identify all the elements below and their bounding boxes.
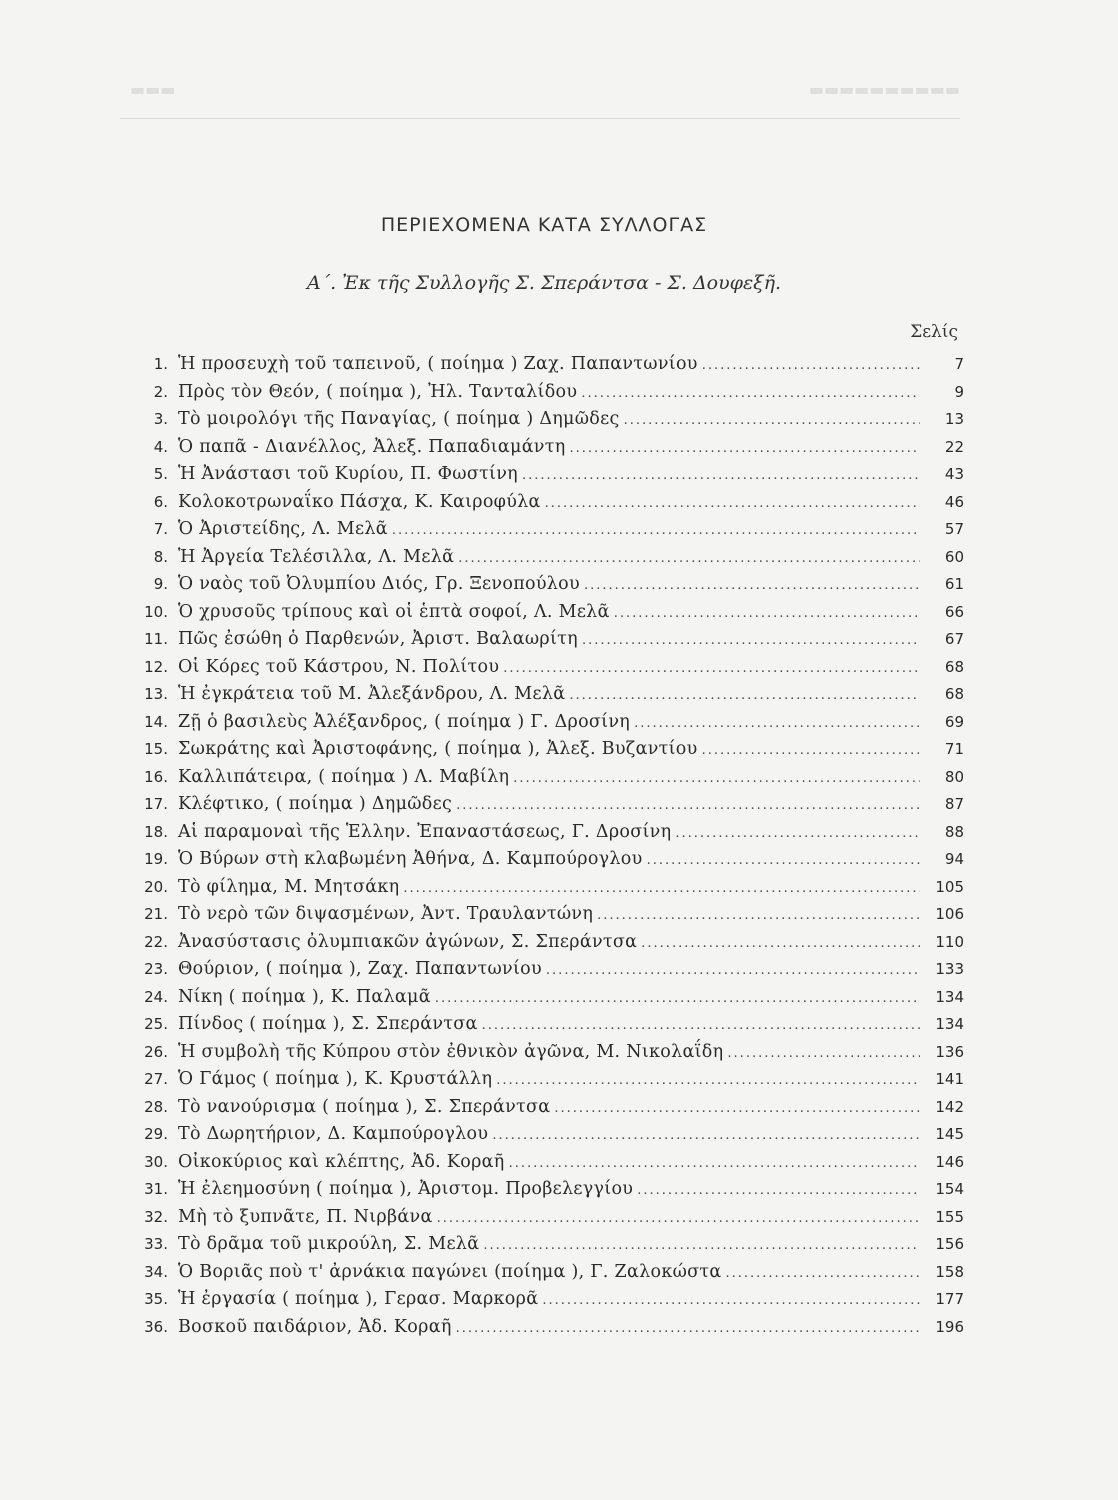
entry-title: Ζῇ ὁ βασιλεὺς Ἀλέξανδρος, ( ποίημα ) Γ. Δροσίνη — [178, 711, 631, 732]
entry-number: 34. — [144, 1262, 168, 1281]
entry-page-number: 22 — [944, 437, 964, 456]
dot-leader — [492, 1122, 920, 1150]
dot-leader — [546, 957, 920, 985]
entry-title: Ὁ Βοριᾶς ποὺ τ' ἀρνάκια παγώνει (ποίημα ), Γ. Ζαλοκώστα — [178, 1261, 722, 1282]
entry-number: 9. — [153, 575, 168, 593]
toc-entry — [132, 901, 964, 929]
entry-title: Ἡ ἐλεημοσύνη ( ποίημα ), Ἀριστομ. Προβελεγγίου — [178, 1179, 634, 1199]
toc-entry — [132, 1259, 964, 1287]
dot-leader — [702, 737, 920, 765]
entry-title: Ὁ παπᾶ - Διανέλλος, Ἀλεξ. Παπαδιαμάντη — [178, 436, 566, 457]
entry-title: Πίνδος ( ποίημα ), Σ. Σπεράντσα — [178, 1014, 478, 1034]
dot-leader — [647, 847, 920, 875]
entry-number: 33. — [144, 1235, 168, 1253]
dot-leader — [624, 407, 920, 435]
toc-entry — [132, 929, 964, 957]
dot-leader — [597, 902, 920, 930]
entry-page-number: 68 — [944, 685, 964, 703]
dot-leader — [403, 875, 920, 903]
entry-title: Τὸ νερὸ τῶν διψασμένων, Ἀντ. Τραυλαντώνη — [178, 904, 594, 924]
dot-leader — [392, 517, 920, 545]
toc-entry — [132, 1039, 964, 1067]
dot-leader — [675, 820, 920, 848]
entry-number: 24. — [144, 987, 168, 1006]
entry-page-number: 60 — [944, 547, 964, 566]
toc-entry — [132, 1286, 964, 1314]
entry-page-number: 71 — [944, 740, 964, 758]
entry-page-number: 134 — [935, 1015, 964, 1033]
bleed-through-running-head: ▬▬▬▬▬▬▬▬▬▬ — [808, 80, 960, 99]
entry-page-number: 57 — [944, 520, 964, 538]
entry-number: 7. — [153, 520, 168, 538]
entry-number: 12. — [144, 657, 168, 676]
entry-page-number: 66 — [944, 602, 964, 621]
entry-page-number: 68 — [944, 657, 964, 676]
entry-number: 18. — [144, 822, 168, 841]
entry-number: 4. — [153, 437, 168, 456]
entry-page-number: 146 — [935, 1152, 964, 1171]
toc-entry — [132, 516, 964, 544]
entry-title: Ὁ ναὸς τοῦ Ὀλυμπίου Διός, Γρ. Ξενοπούλου — [178, 574, 580, 594]
entry-number: 20. — [144, 877, 168, 896]
entry-title: Οἱ Κόρες τοῦ Κάστρου, Ν. Πολίτου — [178, 656, 500, 677]
dot-leader — [581, 380, 920, 408]
entry-number: 13. — [144, 685, 168, 703]
entry-number: 23. — [144, 960, 168, 978]
entry-title: Τὸ νανούρισμα ( ποίημα ), Σ. Σπεράντσα — [178, 1096, 551, 1117]
entry-number: 31. — [144, 1180, 168, 1198]
entry-number: 14. — [144, 712, 168, 731]
entry-title: Πῶς ἐσώθη ὁ Παρθενών, Ἀριστ. Βαλαωρίτη — [178, 629, 578, 649]
entry-number: 26. — [144, 1042, 168, 1061]
entry-number: 28. — [144, 1097, 168, 1116]
entry-title: Θούριον, ( ποίημα ), Ζαχ. Παπαντωνίου — [178, 959, 542, 979]
dot-leader — [456, 792, 920, 820]
entry-page-number: 136 — [935, 1042, 964, 1061]
toc-entry — [132, 956, 964, 984]
entry-title: Ἡ συμβολὴ τῆς Κύπρου στὸν ἐθνικὸν ἀγῶνα, Μ. Νικολαΐδη — [178, 1041, 724, 1062]
entry-page-number: 43 — [944, 465, 964, 483]
toc-entry — [132, 1314, 964, 1342]
entry-title: Ἡ ἐγκράτεια τοῦ Μ. Ἀλεξάνδρου, Λ. Μελᾶ — [178, 684, 566, 704]
entry-number: 6. — [153, 492, 168, 511]
entry-title: Βοσκοῦ παιδάριον, Ἀδ. Κοραῆ — [178, 1316, 452, 1337]
dot-leader — [509, 1150, 920, 1178]
entry-page-number: 154 — [935, 1180, 964, 1198]
toc-entry — [132, 1011, 964, 1039]
entry-title: Τὸ φίλημα, Μ. Μητσάκη — [178, 876, 400, 897]
entry-title: Οἰκοκύριος καὶ κλέπτης, Ἀδ. Κοραῆ — [178, 1151, 505, 1172]
dot-leader — [437, 1205, 920, 1233]
entry-number: 35. — [144, 1290, 168, 1308]
entry-title: Ἀνασύστασις ὀλυμπιακῶν ἀγώνων, Σ. Σπεράντσα — [178, 931, 638, 952]
entry-number: 17. — [144, 795, 168, 813]
toc-entry — [132, 489, 964, 517]
dot-leader — [483, 1232, 920, 1260]
toc-entry — [132, 681, 964, 709]
dot-leader — [458, 545, 920, 573]
toc-entry — [132, 984, 964, 1012]
entry-number: 22. — [144, 932, 168, 951]
entry-page-number: 87 — [944, 795, 964, 813]
toc-list — [132, 351, 964, 1341]
entry-page-number: 7 — [954, 355, 964, 373]
dot-leader — [702, 352, 920, 380]
entry-title: Μὴ τὸ ξυπνᾶτε, Π. Νιρβάνα — [178, 1206, 433, 1227]
entry-page-number: 156 — [935, 1235, 964, 1253]
dot-leader — [503, 655, 920, 683]
entry-number: 16. — [144, 767, 168, 786]
entry-number: 32. — [144, 1207, 168, 1226]
entry-number: 15. — [144, 740, 168, 758]
bleed-through-rule — [120, 118, 960, 119]
entry-number: 30. — [144, 1152, 168, 1171]
entry-title: Ὁ Γάμος ( ποίημα ), Κ. Κρυστάλλη — [178, 1069, 493, 1089]
dot-leader — [569, 682, 920, 710]
entry-page-number: 67 — [944, 630, 964, 648]
entry-number: 2. — [153, 382, 168, 401]
dot-leader — [554, 1095, 920, 1123]
toc-entry — [132, 571, 964, 599]
toc-entry — [132, 1176, 964, 1204]
entry-title: Ὁ Ἀριστείδης, Λ. Μελᾶ — [178, 519, 388, 539]
entry-title: Τὸ μοιρολόγι τῆς Παναγίας, ( ποίημα ) Δημῶδες — [178, 409, 620, 429]
dot-leader — [496, 1067, 920, 1095]
entry-page-number: 88 — [944, 822, 964, 841]
toc-entry — [132, 791, 964, 819]
dot-leader — [456, 1315, 920, 1343]
entry-page-number: 105 — [935, 877, 964, 896]
entry-title: Ἡ Ἀργεία Τελέσιλλα, Λ. Μελᾶ — [178, 546, 455, 567]
dot-leader — [435, 985, 920, 1013]
entry-title: Ἡ προσευχὴ τοῦ ταπεινοῦ, ( ποίημα ) Ζαχ. Παπαντωνίου — [178, 354, 698, 374]
entry-title: Τὸ δρᾶμα τοῦ μικρούλη, Σ. Μελᾶ — [178, 1234, 480, 1254]
entry-number: 5. — [153, 465, 168, 483]
dot-leader — [727, 1040, 920, 1068]
toc-entry — [132, 1231, 964, 1259]
toc-entry — [132, 599, 964, 627]
entry-page-number: 155 — [935, 1207, 964, 1226]
toc-entry — [132, 626, 964, 654]
entry-page-number: 110 — [935, 932, 964, 951]
entry-title: Κολοκοτρωναΐκο Πάσχα, Κ. Καιροφύλα — [178, 491, 541, 512]
entry-page-number: 80 — [944, 767, 964, 786]
entry-page-number: 94 — [944, 850, 964, 868]
entry-number: 1. — [153, 355, 168, 373]
entry-title: Πρὸς τὸν Θεόν, ( ποίημα ), Ἠλ. Τανταλίδου — [178, 381, 578, 402]
entry-title: Κλέφτικο, ( ποίημα ) Δημῶδες — [178, 794, 453, 814]
toc-entry — [132, 1204, 964, 1232]
entry-title: Τὸ Δωρητήριον, Δ. Καμπούρογλου — [178, 1124, 489, 1144]
toc-entry — [132, 1149, 964, 1177]
dot-leader — [570, 435, 920, 463]
entry-number: 19. — [144, 850, 168, 868]
bleed-through-page-number: ▬▬▬ — [130, 80, 176, 99]
entry-number: 10. — [144, 602, 168, 621]
entry-title: Ἡ Ἀνάστασι τοῦ Κυρίου, Π. Φωστίνη — [178, 464, 518, 484]
entry-page-number: 106 — [935, 905, 964, 923]
page-column-label: Σελίς — [910, 322, 958, 342]
entry-number: 36. — [144, 1317, 168, 1336]
collection-subheading: Α΄. Ἐκ τῆς Συλλογῆς Σ. Σπεράντσα - Σ. Δουφεξῆ. — [306, 272, 782, 294]
dot-leader — [641, 930, 920, 958]
entry-number: 21. — [144, 905, 168, 923]
toc-entry — [132, 379, 964, 407]
entry-page-number: 142 — [935, 1097, 964, 1116]
toc-entry — [132, 406, 964, 434]
dot-leader — [582, 627, 920, 655]
dot-leader — [522, 462, 920, 490]
dot-leader — [614, 600, 920, 628]
toc-heading: ΠΕΡΙΕΧΟΜΕΝΑ ΚΑΤΑ ΣΥΛΛΟΓΑΣ — [380, 214, 708, 236]
toc-entry — [132, 1094, 964, 1122]
entry-page-number: 69 — [944, 712, 964, 731]
entry-page-number: 134 — [935, 987, 964, 1006]
entry-page-number: 141 — [935, 1070, 964, 1088]
entry-page-number: 158 — [935, 1262, 964, 1281]
toc-entry — [132, 874, 964, 902]
entry-title: Καλλιπάτειρα, ( ποίημα ) Λ. Μαβίλη — [178, 766, 510, 787]
entry-title: Αἱ παραμοναὶ τῆς Ἑλλην. Ἐπαναστάσεως, Γ. Δροσίνη — [178, 821, 672, 842]
dot-leader — [513, 765, 920, 793]
dot-leader — [482, 1012, 920, 1040]
toc-entry — [132, 1121, 964, 1149]
entry-number: 25. — [144, 1015, 168, 1033]
toc-entry — [132, 461, 964, 489]
toc-entry — [132, 544, 964, 572]
toc-entry — [132, 654, 964, 682]
toc-entry — [132, 1066, 964, 1094]
entry-number: 3. — [153, 410, 168, 428]
dot-leader — [725, 1260, 920, 1288]
entry-page-number: 133 — [935, 960, 964, 978]
dot-leader — [542, 1287, 920, 1315]
toc-entry — [132, 736, 964, 764]
entry-number: 8. — [153, 547, 168, 566]
dot-leader — [545, 490, 920, 518]
bleed-through-header — [120, 80, 960, 110]
toc-entry — [132, 846, 964, 874]
entry-page-number: 61 — [944, 575, 964, 593]
entry-number: 27. — [144, 1070, 168, 1088]
entry-page-number: 13 — [944, 410, 964, 428]
entry-number: 29. — [144, 1125, 168, 1143]
toc-entry — [132, 819, 964, 847]
dot-leader — [634, 710, 920, 738]
entry-title: Νίκη ( ποίημα ), Κ. Παλαμᾶ — [178, 986, 431, 1007]
entry-page-number: 46 — [944, 492, 964, 511]
dot-leader — [584, 572, 920, 600]
toc-entry — [132, 351, 964, 379]
toc-entry — [132, 709, 964, 737]
dot-leader — [637, 1177, 920, 1205]
entry-page-number: 145 — [935, 1125, 964, 1143]
entry-title: Σωκράτης καὶ Ἀριστοφάνης, ( ποίημα ), Ἀλεξ. Βυζαντίου — [178, 739, 698, 759]
toc-entry — [132, 434, 964, 462]
entry-page-number: 9 — [954, 382, 964, 401]
entry-title: Ὁ Βύρων στὴ κλαβωμένη Ἀθήνα, Δ. Καμπούρογλου — [178, 849, 643, 869]
entry-title: Ὁ χρυσοῦς τρίπους καὶ οἱ ἑπτὰ σοφοί, Λ. Μελᾶ — [178, 601, 610, 622]
entry-number: 11. — [144, 630, 168, 648]
entry-page-number: 196 — [935, 1317, 964, 1336]
entry-title: Ἡ ἐργασία ( ποίημα ), Γερασ. Μαρκορᾶ — [178, 1289, 539, 1309]
toc-entry — [132, 764, 964, 792]
entry-page-number: 177 — [935, 1290, 964, 1308]
